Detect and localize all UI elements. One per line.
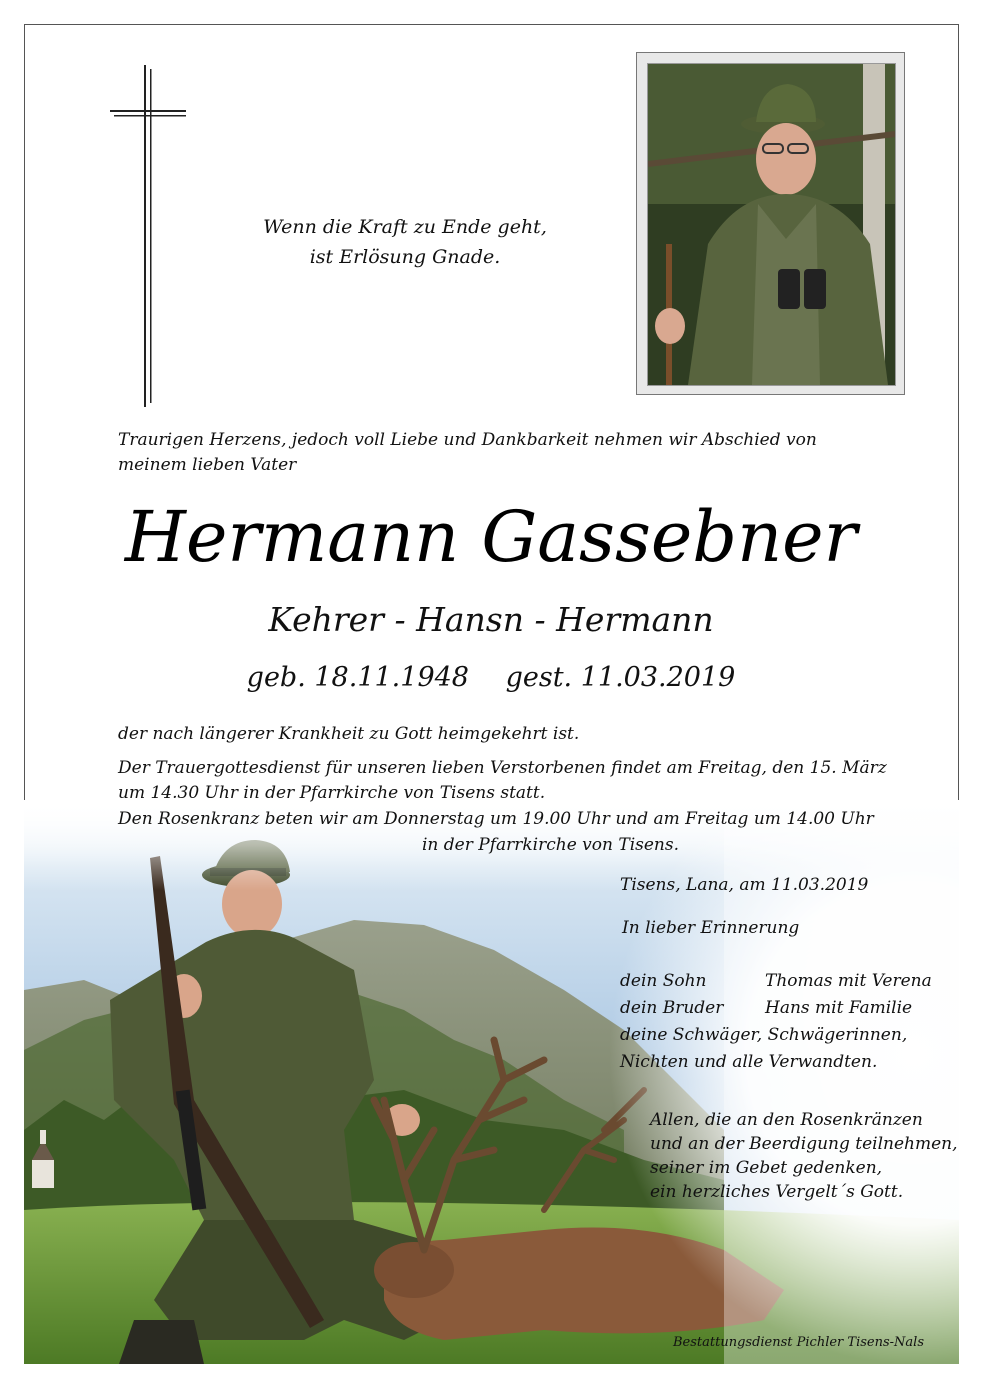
family-extra-line-1: deine Schwäger, Schwägerinnen, bbox=[620, 1025, 908, 1045]
family-member: Hans mit Familie bbox=[765, 998, 913, 1018]
family-list bbox=[620, 968, 932, 1076]
life-dates bbox=[0, 658, 982, 698]
body-line-2: Der Trauergottesdienst für unseren lieben Verstorbenen findet am Freitag, den 15. März bbox=[118, 758, 887, 778]
memory-line: In lieber Erinnerung bbox=[622, 918, 800, 938]
family-relation: dein Bruder bbox=[620, 998, 724, 1018]
intro-text bbox=[118, 428, 878, 478]
family-relation: dein Sohn bbox=[620, 971, 707, 991]
body-line-5: in der Pfarrkirche von Tisens. bbox=[422, 835, 680, 855]
motto-line-2: ist Erlösung Gnade. bbox=[309, 246, 501, 268]
death-date: gest. 11.03.2019 bbox=[505, 662, 736, 693]
birth-date: geb. 18.11.1948 bbox=[246, 662, 469, 693]
family-member: Thomas mit Verena bbox=[765, 971, 932, 991]
motto-line-1: Wenn die Kraft zu Ende geht, bbox=[263, 216, 547, 238]
thanks-text bbox=[650, 1108, 958, 1204]
portrait-photo bbox=[636, 52, 905, 395]
thanks-line-2: und an der Beerdigung teilnehmen, bbox=[650, 1134, 958, 1154]
thanks-line-4: ein herzliches Vergelt´s Gott. bbox=[650, 1182, 904, 1202]
family-row bbox=[620, 968, 932, 995]
family-row bbox=[620, 995, 932, 1022]
cross-icon bbox=[110, 65, 188, 407]
place-date: Tisens, Lana, am 11.03.2019 bbox=[620, 875, 869, 895]
body-line-1: der nach längerer Krankheit zu Gott heimgekehrt ist. bbox=[118, 724, 580, 744]
deceased-nickname: Kehrer - Hansn - Hermann bbox=[268, 600, 714, 639]
deceased-name: Hermann Gassebner bbox=[124, 496, 858, 578]
thanks-line-3: seiner im Gebet gedenken, bbox=[650, 1158, 883, 1178]
intro-line-1: Traurigen Herzens, jedoch voll Liebe und Dankbarkeit nehmen wir Abschied von bbox=[118, 430, 817, 450]
body-line-3: um 14.30 Uhr in der Pfarrkirche von Tisens statt. bbox=[118, 783, 546, 803]
undertaker-credit: Bestattungsdienst Pichler Tisens-Nals bbox=[673, 1335, 924, 1350]
thanks-line-1: Allen, die an den Rosenkränzen bbox=[650, 1110, 923, 1130]
family-extra-line-2: Nichten und alle Verwandten. bbox=[620, 1052, 878, 1072]
body-line-4: Den Rosenkranz beten wir am Donnerstag um 19.00 Uhr und am Freitag um 14.00 Uhr bbox=[118, 809, 874, 829]
motto bbox=[210, 212, 600, 272]
intro-line-2: meinem lieben Vater bbox=[118, 455, 297, 475]
